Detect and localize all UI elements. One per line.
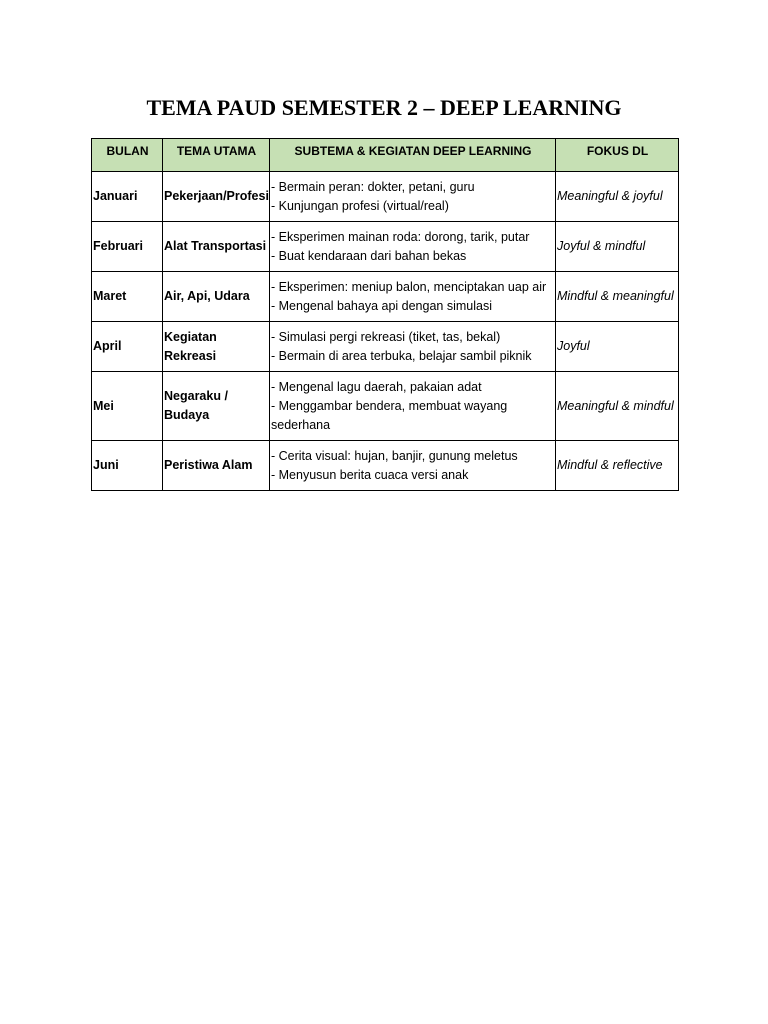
main-theme-cell: Air, Api, Udara <box>163 272 270 322</box>
table-row <box>92 372 679 441</box>
main-theme-cell: Pekerjaan/Profesi <box>163 172 270 222</box>
month-cell: Maret <box>92 272 163 322</box>
document-title: TEMA PAUD SEMESTER 2 – DEEP LEARNING <box>146 95 622 120</box>
activities-cell <box>270 322 556 372</box>
header-main-theme: TEMA UTAMA <box>163 139 270 172</box>
semester-theme-table <box>91 138 679 491</box>
activity-item: - Mengenal lagu daerah, pakaian adat <box>271 379 482 394</box>
activities-cell <box>270 441 556 491</box>
activities-cell <box>270 272 556 322</box>
header-focus: FOKUS DL <box>556 139 679 172</box>
activity-item: - Eksperimen: meniup balon, menciptakan uap air <box>271 279 547 294</box>
activity-item: - Cerita visual: hujan, banjir, gunung meletus <box>271 448 518 463</box>
activity-item: - Buat kendaraan dari bahan bekas <box>271 248 467 263</box>
activity-item: - Bermain di area terbuka, belajar sambil piknik <box>271 348 532 363</box>
activity-item: - Mengenal bahaya api dengan simulasi <box>271 298 492 313</box>
table-row <box>92 272 679 322</box>
focus-cell: Joyful & mindful <box>556 222 679 272</box>
main-theme-cell: Kegiatan Rekreasi <box>163 322 270 372</box>
header-month: BULAN <box>92 139 163 172</box>
activity-item: - Bermain peran: dokter, petani, guru <box>271 179 475 194</box>
activity-item: - Eksperimen mainan roda: dorong, tarik, putar <box>271 229 530 244</box>
month-cell: Mei <box>92 372 163 441</box>
table-row <box>92 322 679 372</box>
table-header-row <box>92 139 679 172</box>
main-theme-cell: Alat Transportasi <box>163 222 270 272</box>
month-cell: Februari <box>92 222 163 272</box>
focus-cell: Meaningful & mindful <box>556 372 679 441</box>
main-theme-cell: Negaraku / Budaya <box>163 372 270 441</box>
focus-cell: Joyful <box>556 322 679 372</box>
main-theme-cell: Peristiwa Alam <box>163 441 270 491</box>
month-cell: Januari <box>92 172 163 222</box>
table-row <box>92 222 679 272</box>
focus-cell: Mindful & reflective <box>556 441 679 491</box>
month-cell: Juni <box>92 441 163 491</box>
focus-cell: Mindful & meaningful <box>556 272 679 322</box>
activities-cell <box>270 172 556 222</box>
activity-item: - Kunjungan profesi (virtual/real) <box>271 198 449 213</box>
activity-item: - Menyusun berita cuaca versi anak <box>271 467 469 482</box>
activity-item: - Simulasi pergi rekreasi (tiket, tas, bekal) <box>271 329 501 344</box>
month-cell: April <box>92 322 163 372</box>
table-row <box>92 172 679 222</box>
table-row <box>92 441 679 491</box>
activity-item: - Menggambar bendera, membuat wayang sederhana <box>271 398 508 432</box>
focus-cell: Meaningful & joyful <box>556 172 679 222</box>
activities-cell <box>270 372 556 441</box>
activities-cell <box>270 222 556 272</box>
table-body <box>92 172 679 491</box>
header-subtheme: SUBTEMA & KEGIATAN DEEP LEARNING <box>270 139 556 172</box>
